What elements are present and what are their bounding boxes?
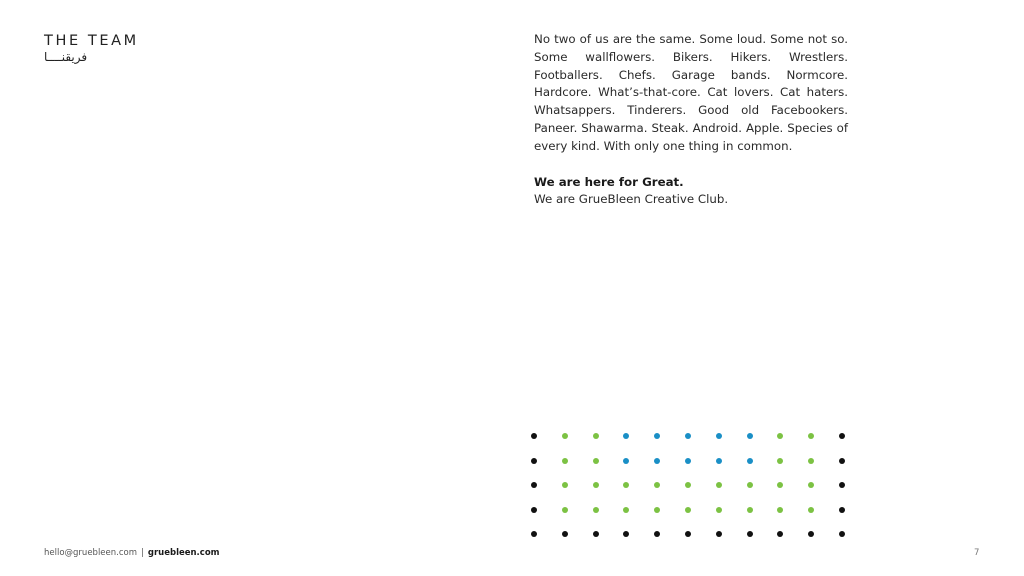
grid-dot	[623, 507, 629, 513]
grid-dot	[654, 458, 660, 464]
grid-dot	[808, 433, 814, 439]
page-number: 7	[974, 548, 980, 558]
grid-dot	[593, 482, 599, 488]
tagline: We are here for Great.	[534, 174, 684, 189]
page-title-arabic: فريقنــــا	[44, 50, 88, 64]
grid-dot	[562, 482, 568, 488]
grid-dot	[839, 531, 845, 537]
footer-website-link[interactable]: gruebleen.com	[147, 548, 220, 558]
page-title: THE TEAM	[44, 33, 139, 49]
grid-dot	[562, 433, 568, 439]
grid-dot	[593, 507, 599, 513]
grid-dot	[808, 458, 814, 464]
grid-dot	[562, 531, 568, 537]
grid-dot	[747, 507, 753, 513]
grid-dot	[531, 433, 537, 439]
grid-dot	[654, 507, 660, 513]
grid-dot	[685, 433, 691, 439]
grid-dot	[839, 458, 845, 464]
grid-dot	[531, 507, 537, 513]
grid-dot	[777, 531, 783, 537]
grid-dot	[808, 507, 814, 513]
grid-dot	[808, 482, 814, 488]
grid-dot	[685, 482, 691, 488]
grid-dot	[839, 507, 845, 513]
grid-dot	[593, 531, 599, 537]
grid-dot	[593, 458, 599, 464]
footer	[44, 548, 220, 558]
grid-dot	[685, 507, 691, 513]
closing-line: We are GrueBleen Creative Club.	[534, 192, 729, 207]
grid-dot	[562, 507, 568, 513]
grid-dot	[623, 458, 629, 464]
grid-dot	[685, 458, 691, 464]
grid-dot	[562, 458, 568, 464]
grid-dot	[654, 531, 660, 537]
grid-dot	[531, 482, 537, 488]
grid-dot	[623, 433, 629, 439]
grid-dot	[747, 531, 753, 537]
grid-dot	[777, 507, 783, 513]
grid-dot	[716, 507, 722, 513]
grid-dot	[593, 433, 599, 439]
dot-grid-graphic	[531, 433, 851, 543]
grid-dot	[777, 433, 783, 439]
grid-dot	[777, 482, 783, 488]
grid-dot	[531, 531, 537, 537]
grid-dot	[716, 482, 722, 488]
footer-separator: |	[141, 548, 144, 558]
grid-dot	[839, 433, 845, 439]
grid-dot	[839, 482, 845, 488]
paragraph-spacer	[534, 156, 848, 174]
body-copy	[534, 31, 848, 209]
grid-dot	[747, 482, 753, 488]
grid-dot	[747, 458, 753, 464]
grid-dot	[654, 482, 660, 488]
grid-dot	[623, 482, 629, 488]
grid-dot	[685, 531, 691, 537]
grid-dot	[623, 531, 629, 537]
grid-dot	[777, 458, 783, 464]
grid-dot	[808, 531, 814, 537]
team-paragraph: No two of us are the same. Some loud. Some not so. Some wallflowers. Bikers. Hikers. Wrestlers. Footballers. Chefs. Garage bands. Normcore. Hardcore. What’s-that-core. Cat lovers. Cat haters. Whatsappers. Tinderers. Good old Facebookers. Paneer. Shawarma. Steak. Android. Apple. Species of every kind. With only one thing in common.	[534, 32, 848, 153]
grid-dot	[716, 458, 722, 464]
grid-dot	[747, 433, 753, 439]
grid-dot	[716, 531, 722, 537]
footer-email-link[interactable]: hello@gruebleen.com	[44, 548, 138, 558]
grid-dot	[716, 433, 722, 439]
grid-dot	[531, 458, 537, 464]
grid-dot	[654, 433, 660, 439]
